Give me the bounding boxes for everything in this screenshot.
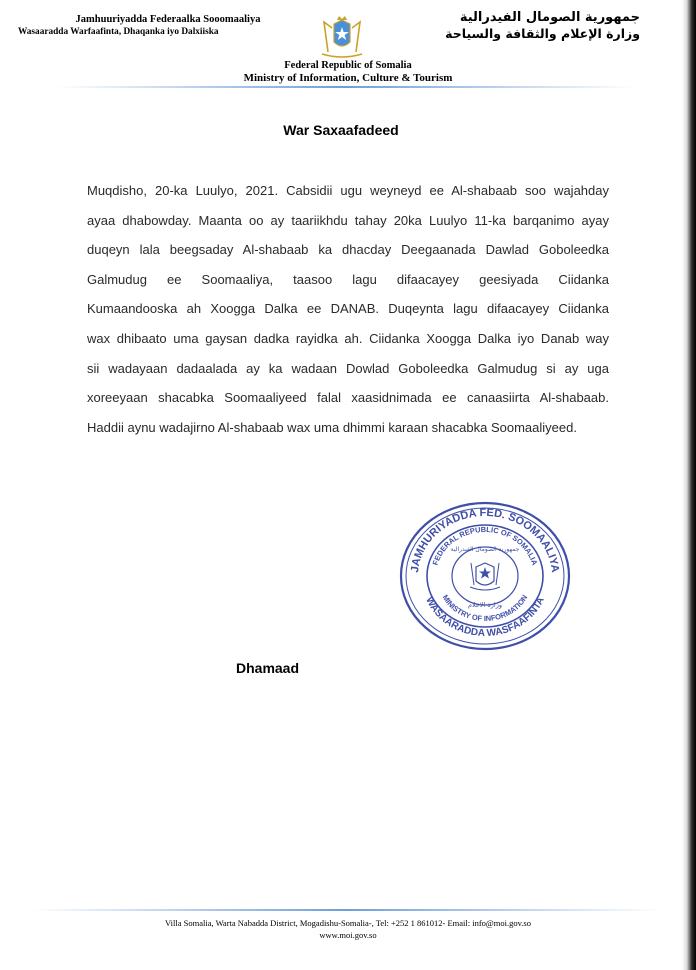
body-line: duqeyn lala beegsaday Al-shabaab ka dhacday Deegaanada Dawlad Goboleedka	[87, 242, 609, 258]
stamp-inner-bottom-text: MINISTRY OF INFORMATION	[440, 593, 530, 624]
header-right-line2: وزارة الإعلام والثقافة والسياحة	[445, 26, 640, 41]
body-line: Galmudug ee Soomaaliya, taasoo lagu difaacayey geesiyada Ciidanka	[87, 271, 609, 287]
body-paragraph	[87, 176, 609, 442]
stamp-arabic-top: جمهورية الصومال الفيدرالية	[450, 546, 520, 553]
closing-text: Dhamaad	[236, 660, 300, 676]
header-center-line1: Federal Republic of Somalia	[284, 60, 412, 71]
body-line: Kumaandooska ah Xoogga Dalka ee DANAB. Duqeynta lagu difaacayey Ciidanka	[87, 301, 609, 317]
footer-divider	[30, 909, 660, 911]
header-divider	[56, 86, 636, 88]
header-left	[18, 14, 318, 37]
document-title: War Saxaafadeed	[283, 122, 399, 138]
body-line: xoreeyaan shacabka Soomaaliyeed falal xaasidnimada ee canaasiirta Al-shabaab.	[87, 390, 609, 406]
header-center-line2: Ministry of Information, Culture & Tourism	[243, 72, 453, 84]
stamp-outer-text: JAMHURIYADDA FED. SOOMAALIYA	[409, 506, 561, 574]
stamp-arabic-bottom: وزارة الاعلام	[468, 601, 502, 609]
somalia-coat-of-arms-icon	[312, 12, 372, 60]
stamp-outer-bottom-text: WASAARADDA WASFAAFINTA	[423, 595, 547, 640]
body-line: ayaa dhabowday. Maanta oo ay taariikhdu tahay 20ka Luulyo 11-ka barqanimo ayay	[87, 212, 609, 228]
header-left-line1: Jamhuuriyadda Federaalka Sooomaaliya	[75, 14, 261, 25]
footer-contact: Villa Somalia, Warta Nabadda District, Mogadishu-Somalia-, Tel: +252 1 861012- Email: info@moi.gov.so	[165, 918, 531, 928]
footer	[0, 917, 696, 941]
page-edge-shadow	[682, 0, 696, 970]
official-stamp	[396, 499, 574, 653]
body-line: sii wadayaan dadaalada ay ka wadaan Dowlad Goboleedka Galmudug si ay uga	[87, 360, 609, 376]
stamp-inner-top-text: FEDERAL REPUBLIC OF SOMALIA	[430, 524, 540, 567]
body-line: wax dhibaato uma gaysan dadka rayidka ah. Ciidanka Xoogga Dalka iyo Danab way	[87, 330, 609, 346]
stamp-emblem-icon	[470, 563, 500, 590]
footer-website: www.moi.gov.so	[319, 930, 377, 940]
header-right-line1: جمهورية الصومال الفيدرالية	[459, 10, 640, 25]
body-line: Muqdisho, 20-ka Luulyo, 2021. Cabsidii ugu weyneyd ee Al-shabaab soo wajahday	[87, 183, 609, 198]
body-line: Haddii aynu wadajirno Al-shabaab wax uma dhimmi karaan shacabka Soomaaliyeed.	[87, 419, 577, 435]
header-center	[0, 60, 696, 84]
header-right	[390, 10, 640, 41]
header-left-line2: Wasaaradda Warfaafinta, Dhaqanka iyo Dalxiiska	[18, 27, 219, 37]
